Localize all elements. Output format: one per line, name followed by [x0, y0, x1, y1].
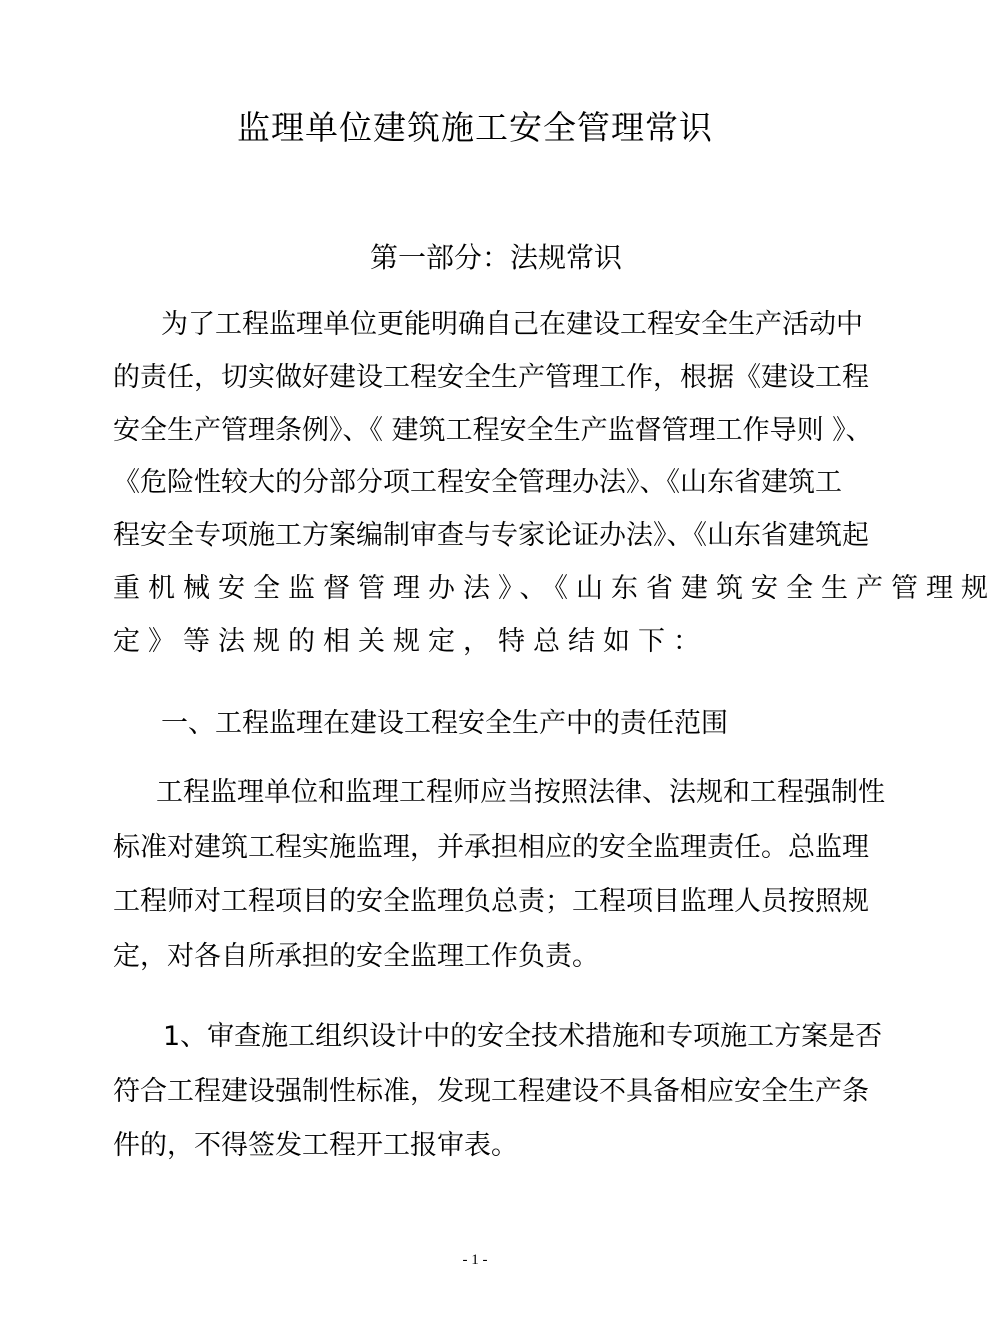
paragraph-line: 程安全专项施工方案编制审查与专家论证办法》、《山东省建筑起	[113, 520, 869, 552]
paragraph-line: 定》等法规的相关规定，特总结如下：	[113, 625, 708, 657]
responsibility-paragraph	[113, 766, 885, 984]
item-1-paragraph	[113, 1010, 883, 1174]
paragraph-line: 件的，不得签发工程开工报审表。	[113, 1130, 518, 1161]
paragraph-line: 工程监理单位和监理工程师应当按照法律、法规和工程强制性	[156, 777, 885, 808]
page-number: - 1 -	[462, 1252, 488, 1268]
intro-paragraph	[113, 299, 996, 669]
document-title: 监理单位建筑施工安全管理常识	[237, 108, 713, 147]
paragraph-line: 标准对建筑工程实施监理，并承担相应的安全监理责任。总监理	[113, 831, 869, 863]
part-heading: 第一部分：法规常识	[370, 241, 623, 274]
paragraph-line: 《危险性较大的分部分项工程安全管理办法》、《山东省建筑工	[113, 467, 842, 499]
paragraph-line: 定，对各自所承担的安全监理工作负责。	[113, 940, 599, 972]
paragraph-line: 安全生产管理条例》、《 建筑工程安全生产监督管理工作导则 》、	[113, 414, 873, 446]
paragraph-line: 重机械安全监督管理办法》、《山东省建筑安全生产管理规	[113, 572, 996, 604]
paragraph-line: 为了工程监理单位更能明确自己在建设工程安全生产活动中	[161, 309, 863, 340]
section-heading: 一、工程监理在建设工程安全生产中的责任范围	[161, 708, 728, 739]
paragraph-line: 的责任，切实做好建设工程安全生产管理工作，根据《建设工程	[113, 361, 869, 393]
paragraph-line: 1、审查施工组织设计中的安全技术措施和专项施工方案是否	[163, 1021, 883, 1052]
paragraph-line: 工程师对工程项目的安全监理负总责；工程项目监理人员按照规	[113, 886, 869, 917]
paragraph-line: 符合工程建设强制性标准，发现工程建设不具备相应安全生产条	[113, 1075, 869, 1107]
